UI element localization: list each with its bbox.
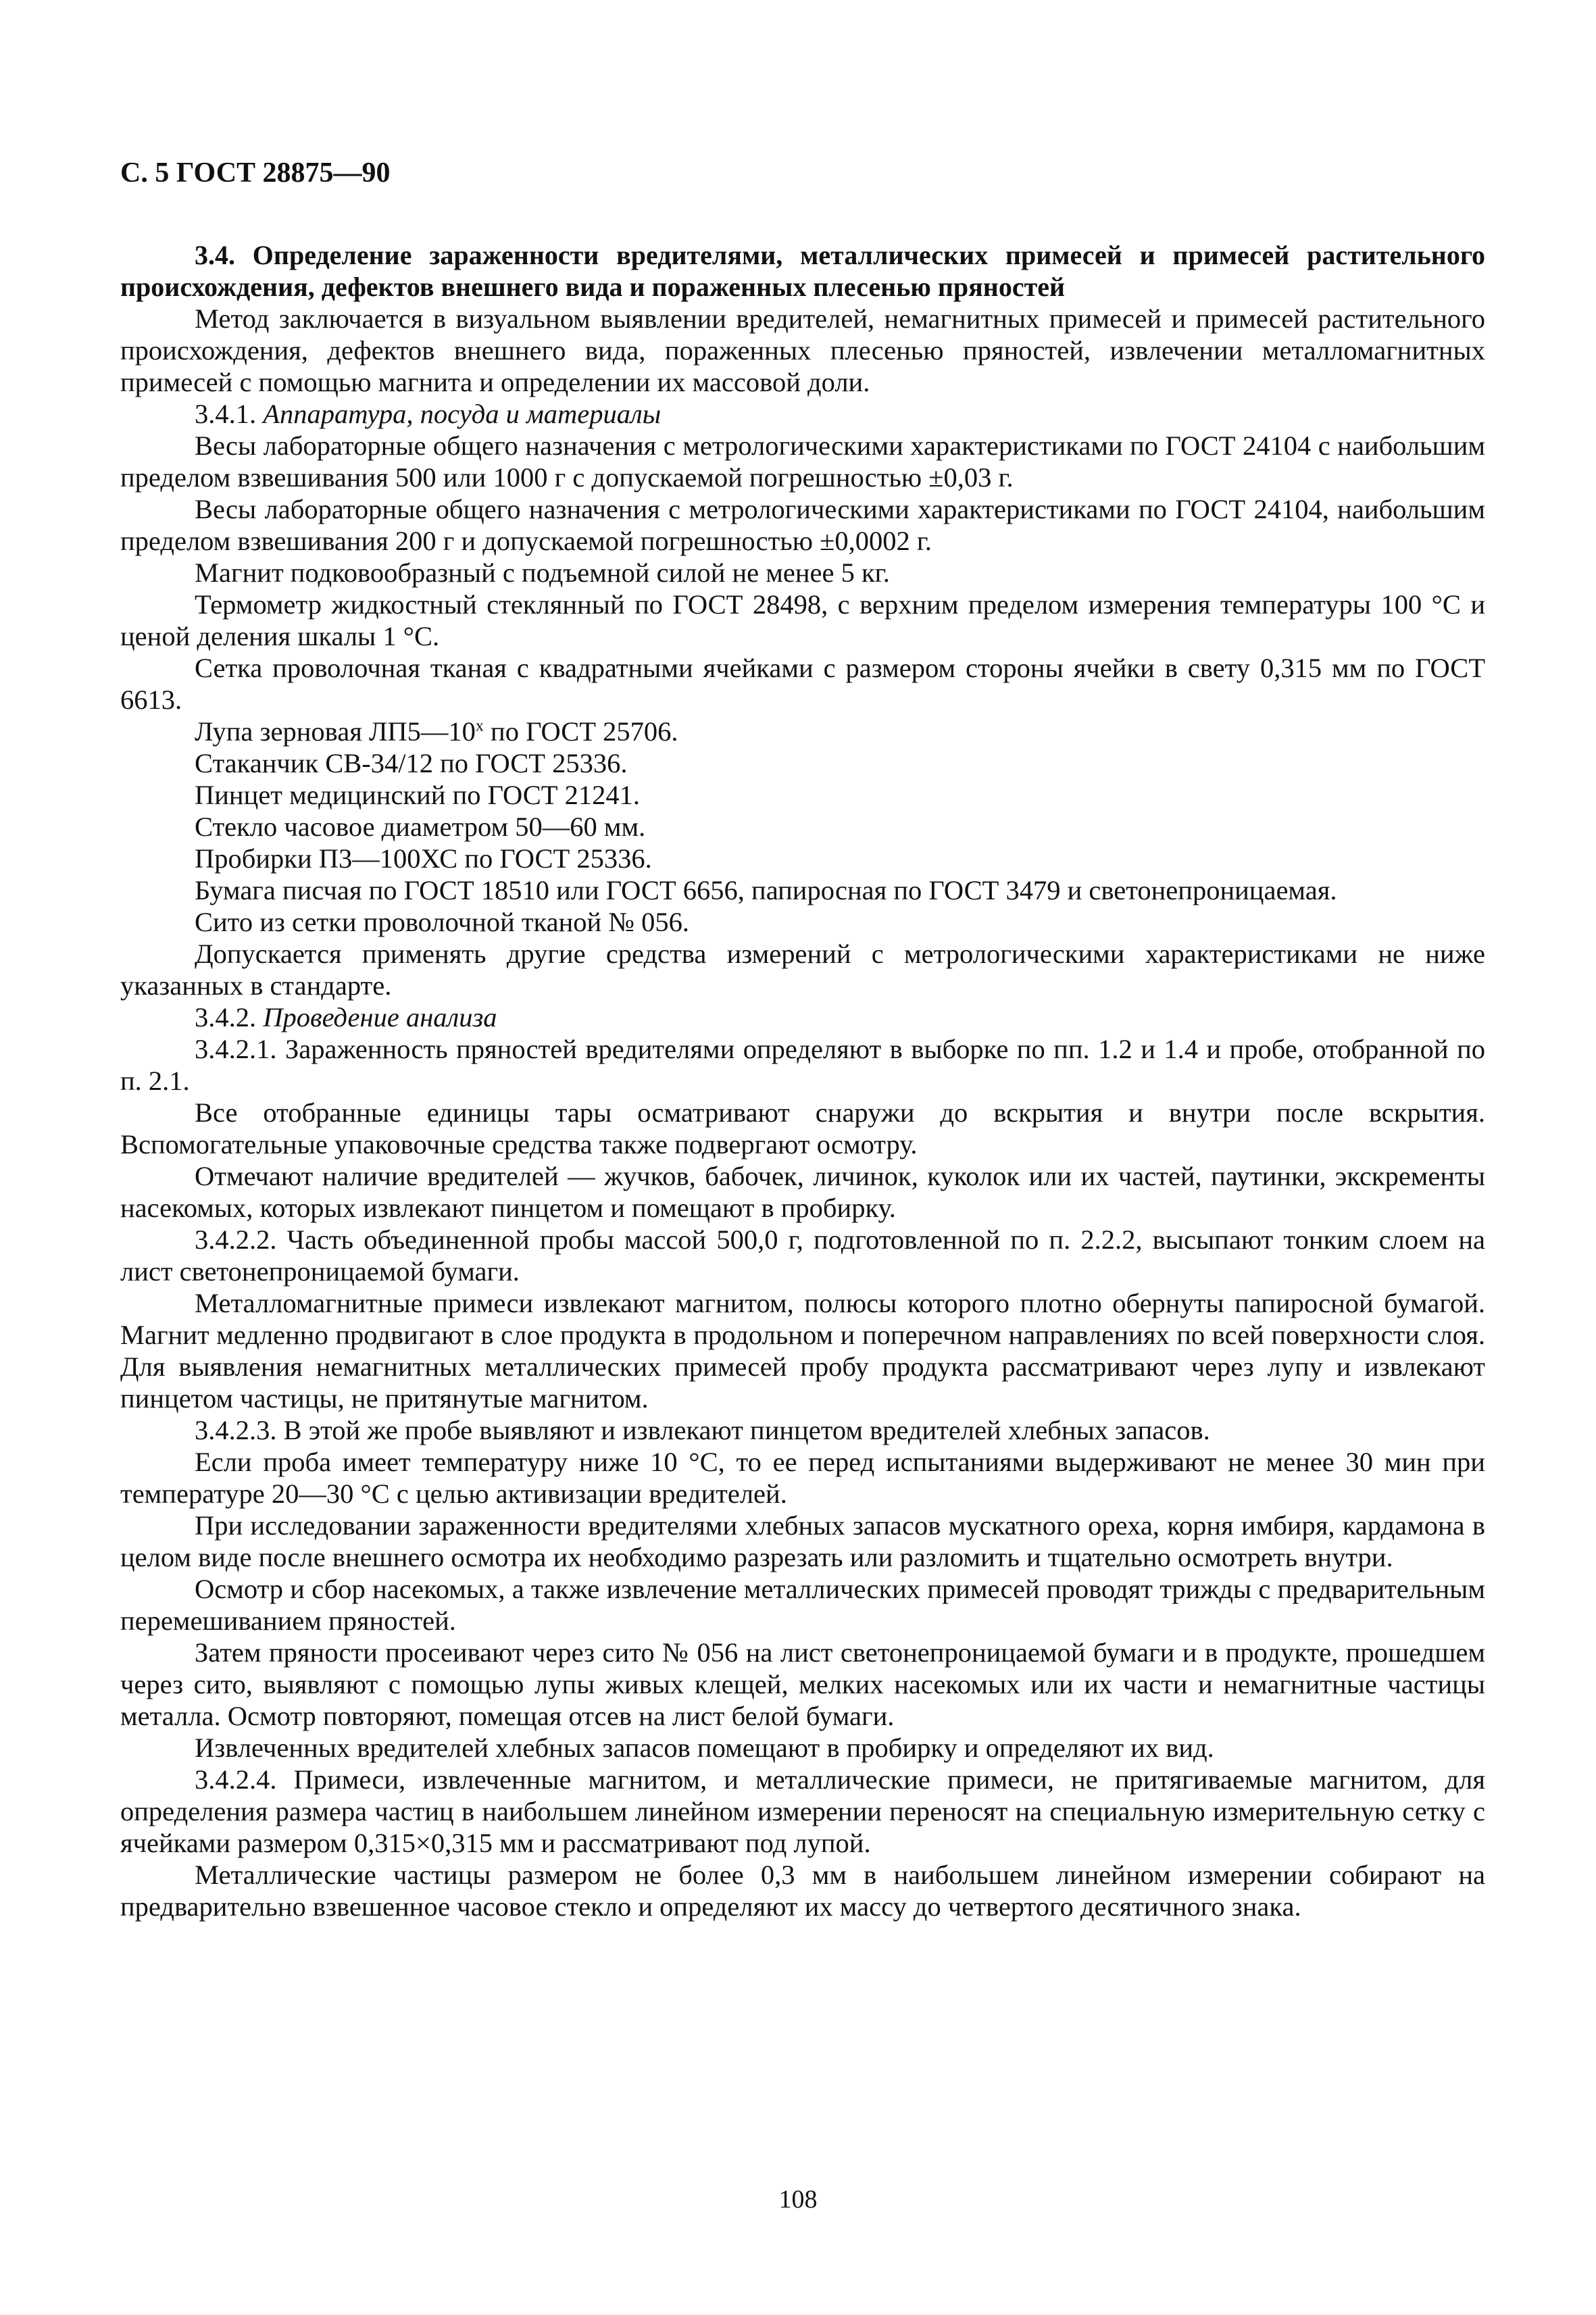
equipment-item: Пробирки П3—100ХС по ГОСТ 25336. bbox=[195, 843, 652, 874]
subsection-title: Аппаратура, посуда и материалы bbox=[263, 399, 662, 429]
analysis-paragraph: Затем пряности просеивают через сито № 056 на лист светонепроницаемой бумаги и в продукте, прошедшем через сито, выявляют с помощью лупы живых клещей, мелких насекомых или их части и немагнитные частицы металла. Осмотр повторяют, помещая отсев на лист белой бумаги. bbox=[120, 1637, 1485, 1731]
running-header: С. 5 ГОСТ 28875—90 bbox=[120, 157, 391, 189]
equipment-item: Весы лабораторные общего назначения с метрологическими характеристиками по ГОСТ 24104 с наибольшим пределом взвешивания 500 или 1000 г с допускаемой погрешностью ±0,03 г. bbox=[120, 430, 1485, 493]
equipment-note: Допускается применять другие средства измерений с метрологическими характеристиками не ниже указанных в стандарте. bbox=[120, 939, 1485, 1001]
equipment-item: Бумага писчая по ГОСТ 18510 или ГОСТ 6656, папиросная по ГОСТ 3479 и светонепроницаемая. bbox=[195, 875, 1337, 905]
analysis-paragraph: 3.4.2.2. Часть объединенной пробы массой 500,0 г, подготовленной по п. 2.2.2, высыпают тонким слоем на лист светонепроницаемой бумаги. bbox=[120, 1224, 1485, 1287]
subsection-number: 3.4.2. bbox=[195, 1002, 257, 1032]
subsection-heading-341 bbox=[120, 398, 1485, 430]
equipment-item: Сетка проволочная тканая с квадратными ячейками с размером стороны ячейки в свету 0,315 мм по ГОСТ 6613. bbox=[120, 653, 1485, 715]
equipment-item-loupe bbox=[120, 716, 1485, 747]
analysis-paragraph: Отмечают наличие вредителей — жучков, бабочек, личинок, куколок или их частей, паутинки, экскременты насекомых, которых извлекают пинцетом и помещают в пробирку. bbox=[120, 1161, 1485, 1223]
analysis-paragraph: Извлеченных вредителей хлебных запасов помещают в пробирку и определяют их вид. bbox=[195, 1733, 1214, 1763]
analysis-paragraph: При исследовании зараженности вредителями хлебных запасов мускатного ореха, корня имбиря, кардамона в целом виде после внешнего осмотра их необходимо разрезать или разломить и тщательно осмотреть внутри. bbox=[120, 1510, 1485, 1572]
section-number: 3.4. bbox=[195, 240, 235, 270]
analysis-paragraph: Металломагнитные примеси извлекают магнитом, полюсы которого плотно обернуты папиросной бумагой. Магнит медленно продвигают в слое продукта в продольном и поперечном направлениях по всей поверхности слоя. Для выявления немагнитных металлических примесей пробу продукта рассматривают через лупу и извлекают пинцетом частицы, не притянутые магнитом. bbox=[120, 1288, 1485, 1414]
analysis-paragraph: 3.4.2.1. Зараженность пряностей вредителями определяют в выборке по пп. 1.2 и 1.4 и пробе, отобранной по п. 2.1. bbox=[120, 1034, 1485, 1096]
analysis-paragraph: Если проба имеет температуру ниже 10 °С, то ее перед испытаниями выдерживают не менее 30 мин при температуре 20—30 °С с целью активизации вредителей. bbox=[120, 1447, 1485, 1509]
method-paragraph: Метод заключается в визуальном выявлении вредителей, немагнитных примесей и примесей растительного происхождения, дефектов внешнего вида, пораженных плесенью пряностей, извлечении металломагнитных примесей с помощью магнита и определении их массовой доли. bbox=[120, 303, 1485, 397]
analysis-paragraph: 3.4.2.4. Примеси, извлеченные магнитом, и металлические примеси, не притягиваемые магнитом, для определения размера частиц в наибольшем линейном измерении переносят на специальную измерительную сетку с ячейками размером 0,315×0,315 мм и рассматривают под лупой. bbox=[120, 1764, 1485, 1858]
equipment-item: Сито из сетки проволочной тканой № 056. bbox=[195, 907, 689, 937]
equipment-item: Стаканчик СВ-34/12 по ГОСТ 25336. bbox=[195, 748, 628, 778]
equipment-item: Термометр жидкостный стеклянный по ГОСТ 28498, с верхним пределом измерения температуры 100 °С и ценой деления шкалы 1 °С. bbox=[120, 589, 1485, 651]
analysis-paragraph: Все отобранные единицы тары осматривают снаружи до вскрытия и внутри после вскрытия. Вспомогательные упаковочные средства также подвергают осмотру. bbox=[120, 1097, 1485, 1160]
section-title-text: Определение зараженности вредителями, металлических примесей и примесей растительного происхождения, дефектов внешнего вида и пораженных плесенью пряностей bbox=[120, 240, 1485, 302]
equipment-item: Стекло часовое диаметром 50—60 мм. bbox=[195, 812, 646, 842]
loupe-superscript: x bbox=[475, 717, 484, 735]
loupe-standard: по ГОСТ 25706. bbox=[483, 716, 678, 747]
analysis-paragraph: Металлические частицы размером не более 0,3 мм в наибольшем линейном измерении собирают на предварительно взвешенное часовое стекло и определяют их массу до четвертого десятичного знака. bbox=[120, 1860, 1485, 1922]
equipment-item: Весы лабораторные общего назначения с метрологическими характеристиками по ГОСТ 24104, наибольшим пределом взвешивания 200 г и допускаемой погрешностью ±0,0002 г. bbox=[120, 494, 1485, 556]
page-number: 108 bbox=[778, 2185, 818, 2214]
analysis-paragraph: Осмотр и сбор насекомых, а также извлечение металлических примесей проводят трижды с предварительным перемешиванием пряностей. bbox=[120, 1574, 1485, 1636]
loupe-text: Лупа зерновая ЛП5—10 bbox=[195, 716, 476, 747]
equipment-item: Магнит подковообразный с подъемной силой не менее 5 кг. bbox=[195, 557, 890, 588]
analysis-paragraph: 3.4.2.3. В этой же пробе выявляют и извлекают пинцетом вредителей хлебных запасов. bbox=[195, 1415, 1210, 1445]
subsection-number: 3.4.1. bbox=[195, 399, 257, 429]
section-title bbox=[120, 239, 1485, 303]
equipment-item: Пинцет медицинский по ГОСТ 21241. bbox=[195, 780, 641, 810]
subsection-heading-342 bbox=[120, 1001, 1485, 1033]
document-page bbox=[120, 155, 1485, 1922]
subsection-title: Проведение анализа bbox=[263, 1002, 497, 1032]
